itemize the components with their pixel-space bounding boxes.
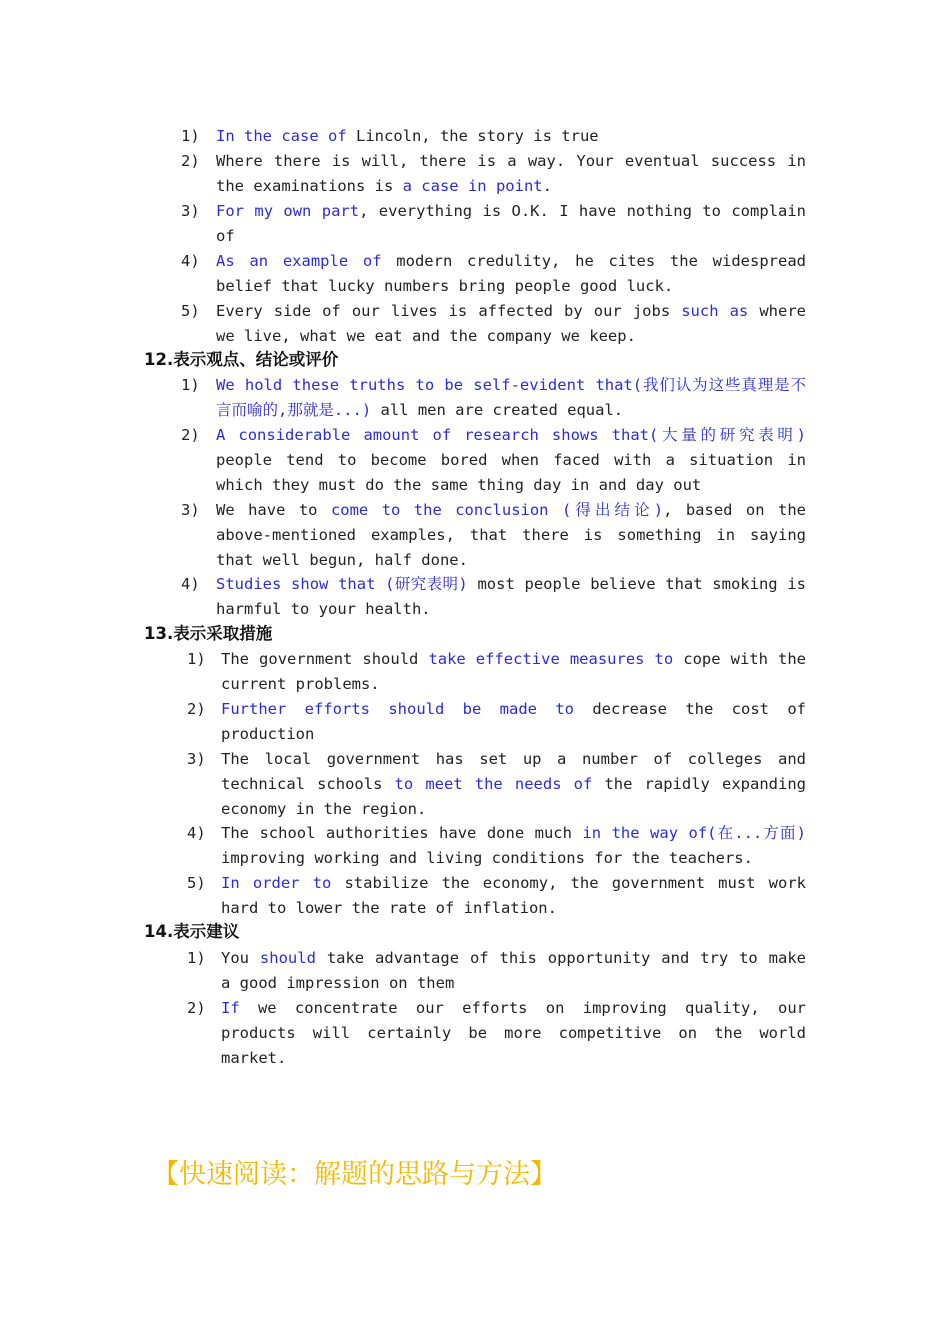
plain-text: Where there is will, there is a way. Your eventual success in the examinations is bbox=[216, 152, 806, 195]
list-item-number: 1) bbox=[181, 376, 200, 394]
plain-text: modern credulity, he cites the widespread belief that lucky numbers bring people good luck. bbox=[216, 252, 806, 295]
highlighted-phrase: A considerable amount of research shows that(大量的研究表明) bbox=[216, 426, 806, 444]
list-item-number: 4) bbox=[187, 824, 206, 842]
list-item-number: 3) bbox=[187, 750, 206, 768]
highlighted-phrase: Further efforts should be made to bbox=[221, 700, 574, 718]
list-item-text bbox=[216, 572, 806, 622]
list-item-number: 3) bbox=[181, 501, 200, 519]
list-item-number: 2) bbox=[187, 999, 206, 1017]
plain-text: . bbox=[542, 176, 552, 195]
list-item-text bbox=[216, 423, 806, 498]
plain-text: cope with the current problems. bbox=[221, 650, 806, 693]
section-14-heading: 14.表示建议 bbox=[144, 922, 240, 941]
plain-text: the rapidly expanding economy in the region. bbox=[221, 774, 806, 818]
plain-text: The school authorities have done much bbox=[221, 824, 583, 842]
list-item-text bbox=[216, 199, 806, 249]
plain-text: The government should bbox=[221, 650, 429, 668]
section-12-heading: 12.表示观点、结论或评价 bbox=[144, 350, 339, 369]
list-item-text bbox=[221, 871, 806, 921]
list-item-text bbox=[221, 821, 806, 871]
list-item-text bbox=[216, 149, 806, 199]
highlighted-phrase: If bbox=[221, 999, 240, 1017]
list-item-number: 5) bbox=[187, 874, 206, 892]
highlighted-phrase: should bbox=[259, 949, 316, 967]
list-item-number: 3) bbox=[181, 202, 200, 220]
plain-text: stabilize the economy, the government must work hard to lower the rate of inflation. bbox=[221, 874, 806, 917]
list-item-text bbox=[216, 299, 806, 349]
list-item-number: 2) bbox=[181, 426, 200, 444]
list-item-text bbox=[216, 124, 806, 149]
list-item-number: 1) bbox=[181, 127, 200, 145]
plain-text: Lincoln, the story is true bbox=[346, 127, 599, 145]
plain-text: You bbox=[221, 949, 260, 967]
highlighted-phrase: For my own part bbox=[216, 202, 360, 220]
highlighted-phrase: come to the conclusion (得出结论) bbox=[330, 501, 664, 519]
list-item-text bbox=[221, 996, 806, 1071]
plain-text: take advantage of this opportunity and try to make a good impression on them bbox=[221, 949, 807, 992]
list-item-number: 4) bbox=[181, 252, 200, 270]
plain-text: Every side of our lives is affected by our jobs bbox=[216, 302, 682, 320]
plain-text: , everything is O.K. I have nothing to complain of bbox=[216, 202, 806, 245]
list-item-number: 4) bbox=[181, 575, 200, 593]
plain-text: , based on the above-mentioned examples, that there is something in saying that well begun, half done. bbox=[216, 501, 807, 569]
list-item-text bbox=[221, 647, 806, 697]
list-item-text bbox=[216, 373, 806, 423]
list-item-number: 1) bbox=[187, 949, 206, 967]
section-13-heading: 13.表示采取措施 bbox=[144, 624, 273, 643]
list-item-number: 2) bbox=[187, 700, 206, 718]
list-item-text bbox=[216, 498, 806, 573]
list-item-text bbox=[221, 697, 806, 747]
plain-text: We have to bbox=[216, 501, 331, 519]
quick-reading-banner: 【快速阅读：解题的思路与方法】 bbox=[152, 1159, 557, 1190]
highlighted-phrase: Studies show that (研究表明) bbox=[216, 575, 468, 593]
list-item-number: 2) bbox=[181, 152, 200, 170]
highlighted-phrase: a case in point bbox=[402, 176, 543, 195]
list-item-text bbox=[216, 249, 806, 299]
plain-text: The local government has set up a number of colleges and technical schools bbox=[221, 750, 806, 793]
highlighted-phrase: In the case of bbox=[216, 127, 347, 145]
highlighted-phrase: take effective measures to bbox=[428, 650, 674, 668]
plain-text: people tend to become bored when faced with a situation in which they must do the same thing day in and day out bbox=[216, 450, 806, 494]
list-item-number: 1) bbox=[187, 650, 206, 668]
plain-text: where we live, what we eat and the company we keep. bbox=[216, 302, 806, 345]
highlighted-phrase: to meet the needs of bbox=[394, 774, 593, 793]
list-item-text bbox=[221, 747, 806, 822]
highlighted-phrase: In order to bbox=[221, 874, 332, 892]
plain-text: decrease the cost of production bbox=[221, 700, 807, 743]
highlighted-phrase: such as bbox=[681, 302, 749, 320]
list-item-number: 5) bbox=[181, 302, 200, 320]
highlighted-phrase: in the way of(在...方面) bbox=[582, 824, 806, 842]
highlighted-phrase: As an example of bbox=[216, 252, 382, 270]
plain-text: most people believe that smoking is harmful to your health. bbox=[216, 575, 806, 618]
highlighted-phrase: We hold these truths to be self-evident that(我们认为这些真理是不言而喻的,那就是...) bbox=[216, 376, 806, 419]
list-item-text bbox=[221, 946, 806, 996]
plain-text: we concentrate our efforts on improving quality, our products will certainly be more competitive on the world market. bbox=[221, 999, 806, 1067]
plain-text: all men are created equal. bbox=[371, 400, 624, 419]
plain-text: improving working and living conditions for the teachers. bbox=[221, 848, 753, 867]
